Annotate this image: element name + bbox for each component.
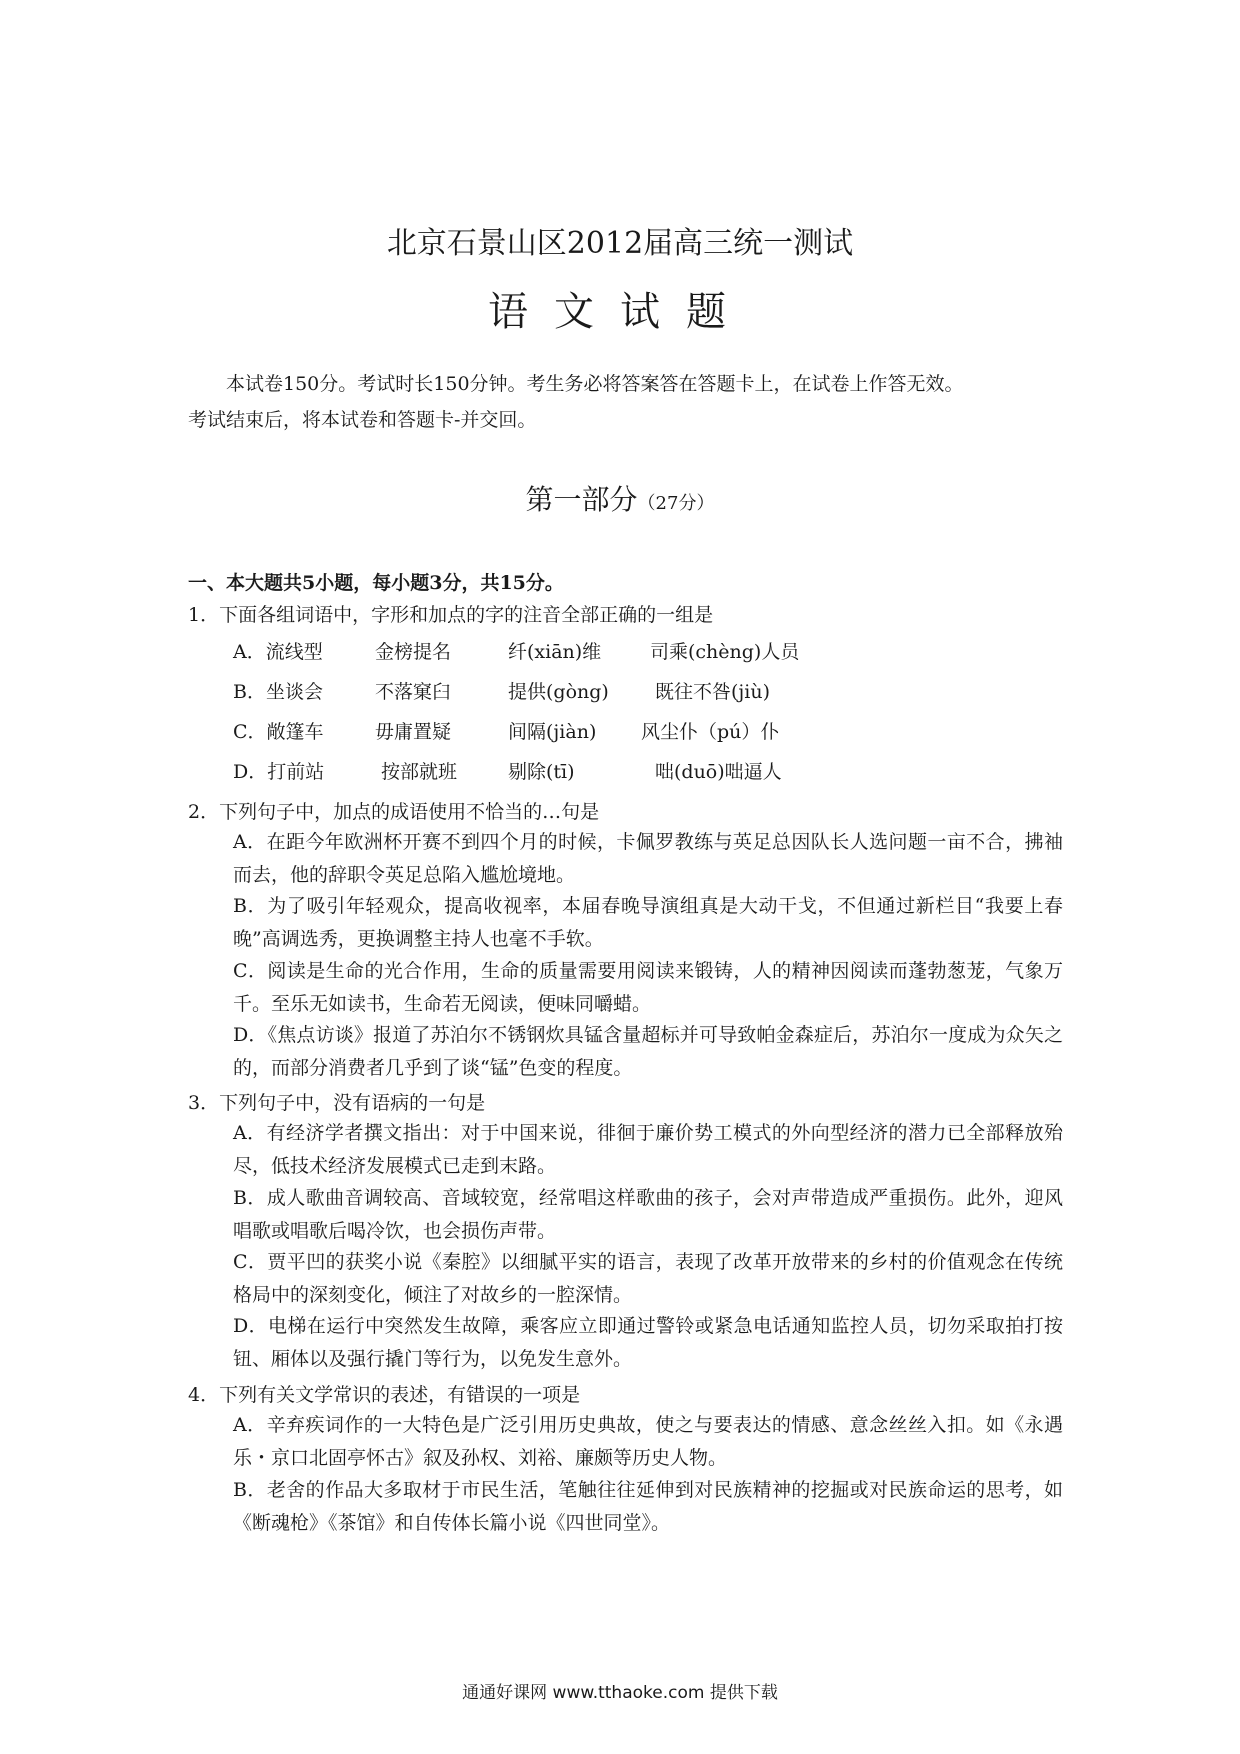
q1-c-word-4: 风尘仆（pú）仆 — [641, 721, 780, 743]
subject-title: 语文试题 — [488, 289, 752, 335]
part-heading — [0, 478, 1240, 518]
q1-d-word-4: 咄(duō)咄逼人 — [655, 761, 782, 783]
q2-option-b: B．为了吸引年轻观众，提高收视率，本届春晚导演组真是大动干戈，不但通过新栏目“我要上春晚”高调选秀，更换调整主持人也毫不手软。 — [233, 895, 1063, 950]
question-3-stem: 3．下列句子中，没有语病的一句是 — [188, 1092, 486, 1114]
q2-option-d: D．《焦点访谈》报道了苏泊尔不锈钢炊具锰含量超标并可导致帕金森症后，苏泊尔一度成为众矢之的，而部分消费者几乎到了谈“锰”色变的程度。 — [233, 1024, 1063, 1079]
q4-option-a: A．辛弃疾词作的一大特色是广泛引用历史典故，使之与要表达的情感、意念丝丝入扣。如《永遇乐・京口北固亭怀古》叙及孙权、刘裕、廉颇等历史人物。 — [233, 1414, 1063, 1469]
q1-a-word-4: 司乘(chèng)人员 — [650, 641, 800, 663]
part-score: （27分） — [637, 493, 715, 514]
part-title: 第一部分 — [525, 483, 638, 516]
q4-option-b: B．老舍的作品大多取材于市民生活，笔触往往延伸到对民族精神的挖掘或对民族命运的思考，如《断魂枪》《茶馆》和自传体长篇小说《四世同堂》。 — [233, 1479, 1063, 1534]
q1-b-word-3: 提供(gòng) — [508, 681, 609, 703]
q1-c-word-1: C．敞篷车 — [233, 721, 324, 743]
q1-b-word-2: 不落窠臼 — [375, 681, 452, 703]
q1-d-word-3: 剔除(tī) — [508, 761, 575, 783]
q3-option-c: C．贾平凹的获奖小说《秦腔》以细腻平实的语言，表现了改革开放带来的乡村的价值观念在传统格局中的深刻变化，倾注了对故乡的一腔深情。 — [233, 1251, 1063, 1306]
q3-option-a: A．有经济学者撰文指出：对于中国来说，徘徊于廉价势工模式的外向型经济的潜力已全部释放殆尽，低技术经济发展模式已走到末路。 — [233, 1122, 1063, 1177]
page-footer: 通通好课网 www.tthaoke.com 提供下载 — [462, 1683, 778, 1703]
q2-option-c: C．阅读是生命的光合作用，生命的质量需要用阅读来锻铸，人的精神因阅读而蓬勃葱茏，气象万千。至乐无如读书，生命若无阅读，便味同嚼蜡。 — [233, 960, 1063, 1015]
q1-a-word-2: 金榜提名 — [375, 641, 452, 663]
question-2-stem: 2．下列句子中，加点的成语使用不恰当的…句是 — [188, 801, 600, 823]
exam-instructions — [188, 366, 1068, 438]
section-heading: 一、本大题共5小题，每小题3分，共15分。 — [188, 572, 564, 594]
q3-option-b: B．成人歌曲音调较高、音域较宽，经常唱这样歌曲的孩子，会对声带造成严重损伤。此外，迎风唱歌或唱歌后喝冷饮，也会损伤声带。 — [233, 1187, 1063, 1242]
q2-option-a: A．在距今年欧洲杯开赛不到四个月的时候，卡佩罗教练与英足总因队长人选问题一亩不合，拂袖而去，他的辞职令英足总陷入尴尬境地。 — [233, 831, 1063, 886]
q1-d-word-1: D．打前站 — [233, 761, 325, 783]
question-1-stem: 1．下面各组词语中，字形和加点的字的注音全部正确的一组是 — [188, 604, 714, 626]
q1-a-word-3: 纤(xiān)维 — [508, 641, 602, 663]
instructions-line-1: 本试卷150分。考试时长150分钟。考生务必将答案答在答题卡上，在试卷上作答无效。 — [226, 373, 964, 395]
q1-c-word-2: 毋庸置疑 — [375, 721, 452, 743]
question-4-stem: 4．下列有关文学常识的表述，有错误的一项是 — [188, 1384, 581, 1406]
q3-option-d: D．电梯在运行中突然发生故障，乘客应立即通过警铃或紧急电话通知监控人员，切勿采取拍打按钮、厢体以及强行撬门等行为，以免发生意外。 — [233, 1315, 1063, 1370]
q1-c-word-3: 间隔(jiàn) — [508, 721, 597, 743]
exam-title: 北京石景山区2012届高三统一测试 — [386, 226, 854, 261]
instructions-line-2: 考试结束后，将本试卷和答题卡-并交回。 — [188, 409, 537, 431]
q1-a-word-1: A．流线型 — [233, 641, 323, 663]
q1-b-word-4: 既往不咎(jiù) — [655, 681, 771, 703]
q1-d-word-2: 按部就班 — [381, 761, 458, 783]
q1-b-word-1: B．坐谈会 — [233, 681, 323, 703]
